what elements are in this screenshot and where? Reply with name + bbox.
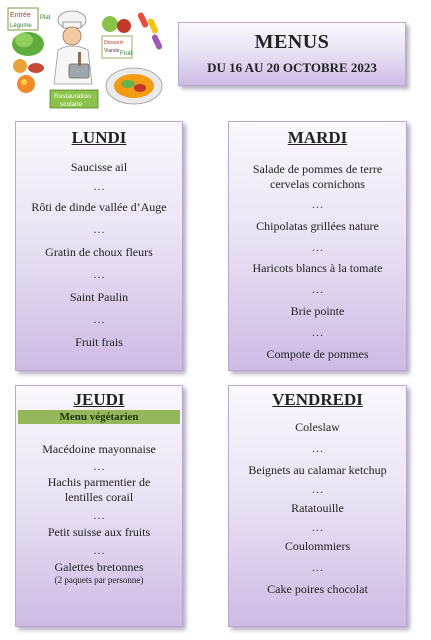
separator: … [311,282,324,296]
page-title: MENUS [254,31,330,53]
menu-note: (2 paquets par personne) [54,575,144,585]
menu-item: Salade de pommes de terre [252,162,383,176]
label-viande: Viande [104,48,120,54]
date-range: DU 16 AU 20 OCTOBRE 2023 [207,60,377,75]
separator: … [311,240,324,254]
menu-item: cervelas cornichons [270,177,365,191]
day-card-lundi [15,121,183,371]
menu-item: Haricots blancs à la tomate [252,261,383,275]
menu-item: Saucisse ail [70,160,128,174]
menu-item: Rôti de dinde vallée d’Auge [31,200,167,214]
separator: … [93,508,105,522]
day-name: MARDI [287,128,348,147]
school-canteen-illustration [6,6,166,110]
day-card-vendredi [228,385,407,627]
label-legume: Légume [10,23,32,29]
separator: … [93,459,105,473]
day-card-jeudi [15,385,183,627]
separator: … [93,267,105,281]
separator: … [311,520,324,534]
label-scolaire: scolaire [60,101,83,108]
label-entree: Entrée [10,12,31,19]
separator: … [311,560,324,574]
menu-item: Ratatouille [291,501,344,515]
day-name: VENDREDI [272,390,363,409]
separator: … [311,482,324,496]
menu-item: Saint Paulin [69,290,129,304]
day-card-mardi [228,121,407,371]
menu-item: lentilles corail [64,490,134,504]
label-plat: Plat [40,15,51,21]
separator: … [93,543,105,557]
menu-title-box [178,22,406,86]
menu-item: Macédoine mayonnaise [42,442,156,456]
label-restauration: Restauration [54,93,91,100]
menu-item: Gratin de choux fleurs [45,245,153,259]
label-fruit: Fruit [120,51,132,57]
separator: … [311,325,324,339]
menu-item: Galettes bretonnes [54,560,144,574]
menu-item: Coulommiers [284,539,351,553]
separator: … [93,222,105,236]
menu-item: Coleslaw [295,420,340,434]
menu-item: Petit suisse aux fruits [47,525,151,539]
menu-item: Cake poires chocolat [267,582,368,596]
day-name: LUNDI [71,128,127,147]
separator: … [311,441,324,455]
menu-item: Hachis parmentier de [47,475,151,489]
separator: … [311,197,324,211]
label-dessert: Dessert [104,40,123,46]
vegetarian-badge: Menu végétarien [18,410,180,424]
menu-item: Beignets au calamar ketchup [248,463,387,477]
menu-item: Brie pointe [290,304,345,318]
menu-item: Chipolatas grillées nature [256,219,379,233]
separator: … [93,179,105,193]
separator: … [93,312,105,326]
day-name: JEUDI [73,390,125,409]
menu-item: Compote de pommes [266,347,369,361]
menu-item: Fruit frais [75,335,123,349]
